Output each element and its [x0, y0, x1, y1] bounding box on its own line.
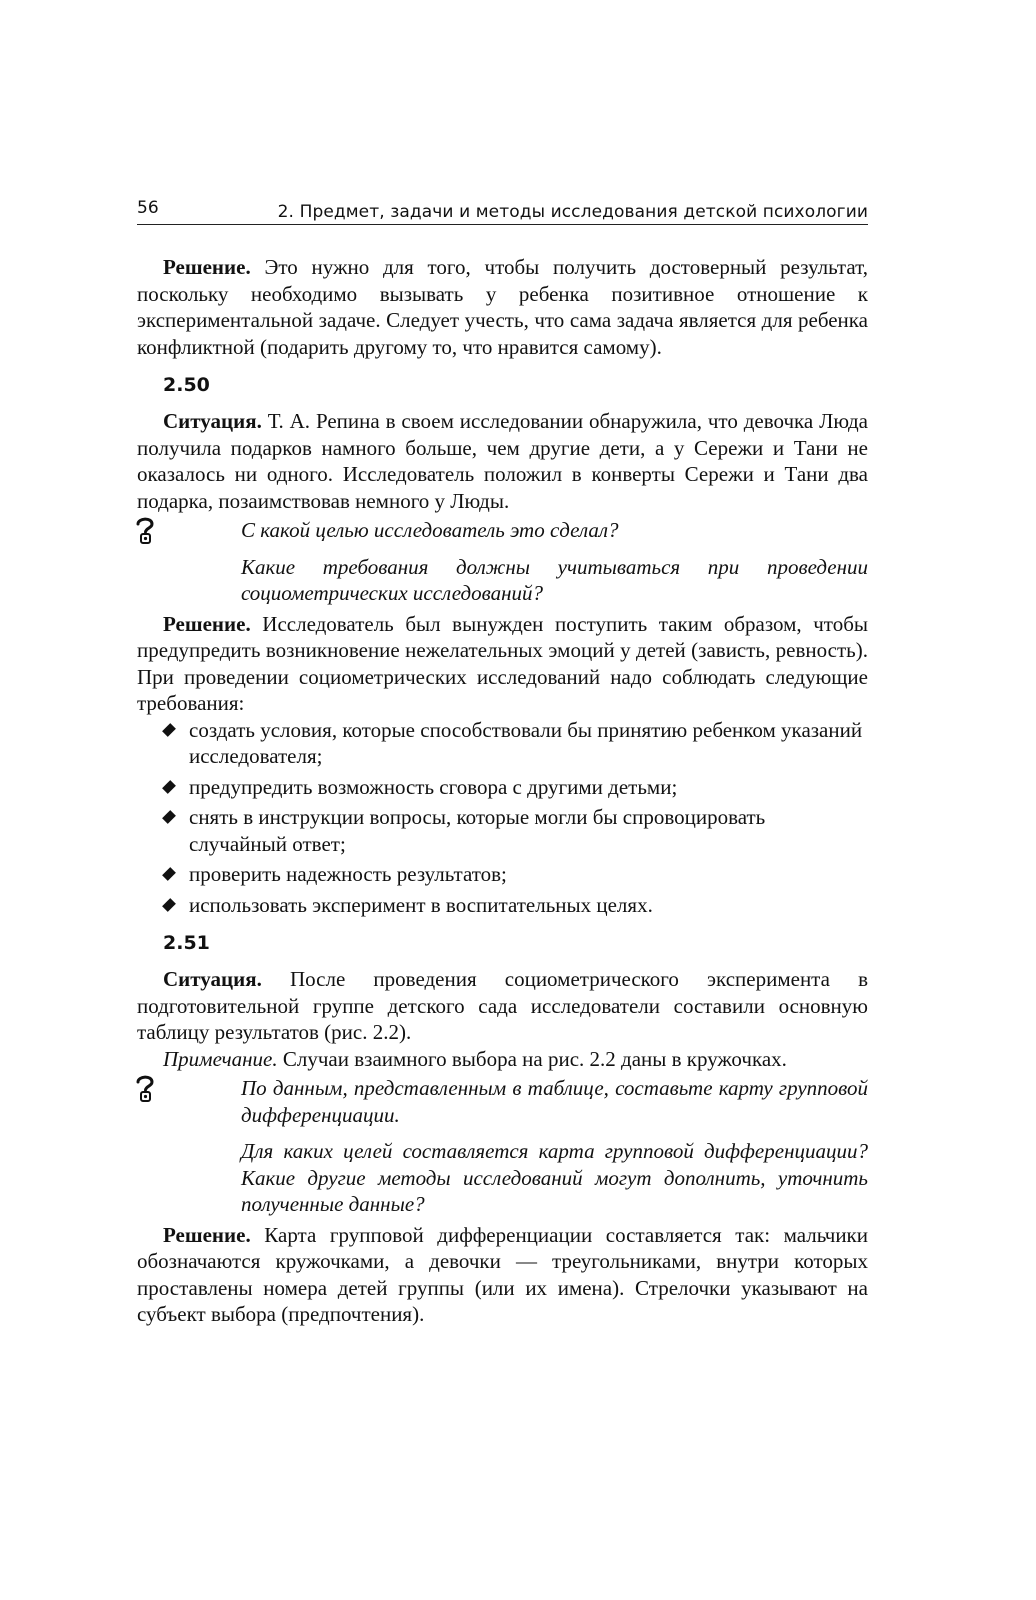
diamond-bullet-icon	[162, 723, 176, 737]
question-block	[137, 517, 868, 607]
list-item	[137, 892, 868, 919]
situation-text: После проведения социометрического эксперимента в подготовительной группе детского сада исследователи составили основную таблицу результатов (рис. 2.2).	[137, 967, 868, 1044]
page-header	[137, 196, 868, 225]
solution-label: Решение.	[163, 1222, 251, 1247]
list-item-text: проверить надежность результатов;	[189, 862, 507, 886]
note-label: Примечание.	[163, 1046, 278, 1071]
solution-label: Решение.	[163, 255, 251, 279]
solution-paragraph	[137, 611, 868, 717]
list-item-text: предупредить возможность сговора с другими детьми;	[189, 774, 678, 799]
solution-text: Карта групповой дифференциации составляется так: мальчики обозначаются кружочками, а девочки — треугольниками, внутри которых проставлены номера детей группы (или их имена). Стрелочки указывают на субъект выбора (предпочтения).	[137, 1222, 868, 1326]
situation-text: Т. А. Репина в своем исследовании обнаружила, что девочка Люда получила подарков намного больше, чем другие дети, а у Сережи и Тани не оказалось ни одного. Исследователь положил в конверты Сережи и Тани два подарка, позаимствовав немного у Люды.	[137, 409, 868, 513]
diamond-bullet-icon	[162, 810, 176, 824]
section-number: 2.51	[163, 932, 210, 954]
situation-label: Ситуация.	[163, 967, 262, 991]
page-number: 56	[137, 198, 159, 218]
question-text: Какие требования должны учитываться при проведении социометрических исследований?	[241, 554, 868, 605]
list-item-text: создать условия, которые способствовали бы принятию ребенком указаний исследователя;	[189, 717, 863, 768]
list-item-text: использовать эксперимент в воспитательных целях.	[189, 892, 653, 917]
question-block	[137, 1075, 868, 1218]
solution-label: Решение.	[163, 611, 251, 636]
section-number: 2.50	[163, 374, 210, 396]
running-title: 2. Предмет, задачи и методы исследования детской психологии	[277, 202, 868, 222]
solution-text: Это нужно для того, чтобы получить достоверный результат, поскольку необходимо вызывать у ребенка позитивное отношение к экспериментальной задаче. Следует учесть, что сама задача является для ребенка конфликтной (подарить другому то, что нравится самому).	[137, 255, 868, 359]
solution-paragraph	[137, 1222, 868, 1328]
situation-paragraph	[137, 966, 868, 1046]
question-mark-icon	[133, 515, 157, 545]
note-paragraph	[137, 1046, 868, 1073]
situation-paragraph	[137, 408, 868, 514]
solution-paragraph	[137, 254, 868, 360]
diamond-bullet-icon	[162, 780, 176, 794]
question-text: Для каких целей составляется карта групповой дифференциации? Какие другие методы исследований могут дополнить, уточнить полученные данные?	[241, 1139, 868, 1216]
solution-text: Исследователь был вынужден поступить таким образом, чтобы предупредить возникновение нежелательных эмоций у детей (зависть, ревность). При проведении социометрических исследований надо соблюдать следующие требования:	[137, 611, 868, 715]
list-item	[137, 774, 868, 801]
list-item	[137, 861, 868, 888]
question-mark-icon	[133, 1073, 157, 1103]
requirements-list	[137, 717, 868, 919]
list-item	[137, 804, 868, 857]
diamond-bullet-icon	[162, 898, 176, 912]
list-item	[137, 717, 868, 770]
page-content	[137, 254, 868, 1328]
list-item-text: снять в инструкции вопросы, которые могли бы спровоцировать случайный ответ;	[189, 805, 766, 856]
situation-label: Ситуация.	[163, 409, 262, 433]
question-text: С какой целью исследователь это сделал?	[241, 518, 619, 542]
diamond-bullet-icon	[162, 867, 176, 881]
question-text: По данным, представленным в таблице, составьте карту групповой дифференциации.	[241, 1076, 868, 1127]
note-text: Случаи взаимного выбора на рис. 2.2 даны в кружочках.	[277, 1046, 787, 1071]
